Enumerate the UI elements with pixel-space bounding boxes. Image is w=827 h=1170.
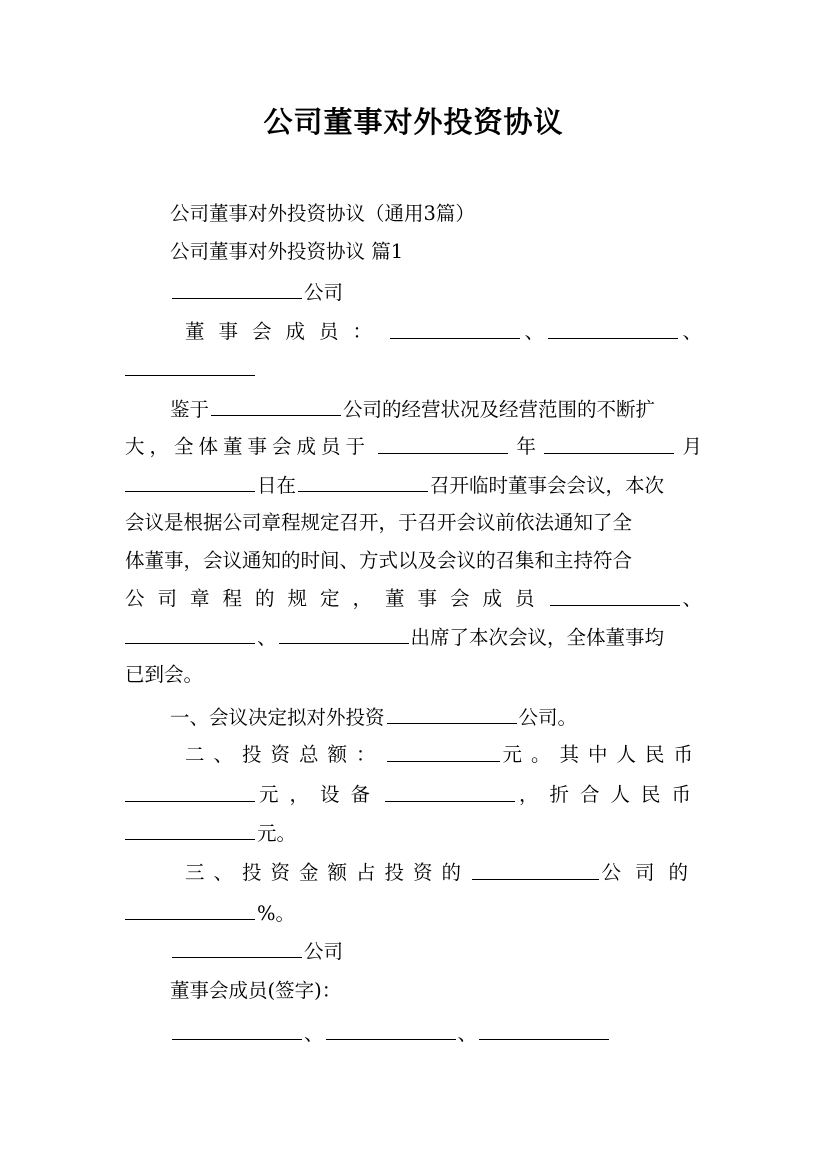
member-blank-3[interactable]: [125, 355, 255, 376]
para-text: 年: [516, 435, 536, 458]
para1-line4: 会议是根据公司章程规定召开，于召开会议前依法通知了全: [125, 511, 633, 534]
separator: 、: [304, 1022, 324, 1045]
item-text: 公司的: [601, 861, 702, 884]
para1-line6: [125, 585, 702, 613]
sign-label: 董事会成员(签字)：: [170, 979, 342, 1002]
attendee-blank-3[interactable]: [279, 623, 409, 644]
item-text: 公司。: [518, 706, 578, 729]
signature-line: [170, 1019, 747, 1048]
member-blank-1[interactable]: [390, 318, 520, 339]
attendee-blank-2[interactable]: [125, 623, 255, 644]
footer-company: [170, 937, 747, 966]
separator: 、: [257, 626, 277, 649]
para1-line8: 已到会。: [125, 663, 204, 686]
converted-amount-blank[interactable]: [125, 819, 255, 840]
signature-blank-1[interactable]: [172, 1019, 302, 1040]
para1-line2: [125, 433, 702, 461]
para-text: 日在: [257, 474, 297, 497]
item-2-line2: [125, 781, 702, 809]
para-text: 出席了本次会议，全体董事均: [410, 626, 665, 649]
percentage-blank[interactable]: [125, 899, 255, 920]
separator: 、: [457, 1022, 478, 1045]
item-1: [170, 703, 747, 732]
separator: 、: [682, 320, 702, 343]
item-3-line1: [185, 859, 702, 887]
para-text: 公司的经营状况及经营范围的不断扩: [343, 398, 656, 421]
item-text: 元。: [257, 822, 297, 845]
place-blank[interactable]: [298, 471, 428, 492]
invest-company-blank[interactable]: [387, 703, 517, 724]
para1-line3: [125, 471, 702, 500]
separator: 、: [524, 320, 544, 343]
item-text: 三、投资金额占投资的: [185, 861, 471, 884]
item-text: 二、投资总额：: [185, 743, 385, 766]
item-text: 一、会议决定拟对外投资: [170, 706, 385, 729]
company-text: 公司: [304, 281, 344, 304]
document-title: 公司董事对外投资协议: [263, 105, 564, 139]
para-text: 召开临时董事会会议，本次: [430, 474, 665, 497]
item-text: ，折合人民币: [518, 783, 702, 806]
para1-line5: 体董事，会议通知的时间、方式以及会议的召集和主持符合: [125, 549, 633, 572]
month-blank[interactable]: [544, 433, 674, 454]
attendee-blank-1[interactable]: [550, 585, 680, 606]
total-amount-blank[interactable]: [387, 741, 501, 762]
item-text: 元。其中人民币: [502, 743, 702, 766]
section-heading: 公司董事对外投资协议 篇1: [170, 240, 404, 263]
para-text: 月: [682, 435, 702, 458]
item-3-line2: [125, 899, 702, 928]
members-line-2: [125, 355, 702, 384]
para1-line7: [125, 623, 702, 652]
para-text: 大，全体董事会成员于: [125, 435, 371, 458]
footer-text: 公司: [304, 940, 344, 963]
para-text: 鉴于: [170, 398, 210, 421]
members-label: 董事会成员：: [185, 320, 387, 343]
members-line: [185, 318, 702, 346]
company-line: [170, 278, 747, 307]
item-text: 元，设备: [258, 783, 381, 806]
item-text: %。: [257, 902, 296, 925]
target-company-blank[interactable]: [472, 859, 599, 880]
footer-company-blank[interactable]: [172, 937, 302, 958]
rmb-amount-blank[interactable]: [125, 781, 255, 802]
company-blank[interactable]: [172, 278, 302, 299]
signature-blank-3[interactable]: [479, 1019, 609, 1040]
equipment-blank[interactable]: [385, 781, 515, 802]
subtitle: 公司董事对外投资协议（通用3篇）: [170, 202, 475, 225]
para1-line1: [170, 395, 702, 424]
signature-blank-2[interactable]: [326, 1019, 456, 1040]
day-blank[interactable]: [125, 471, 255, 492]
item-2-line1: [185, 741, 702, 769]
company-name-blank[interactable]: [211, 395, 341, 416]
member-blank-2[interactable]: [548, 318, 678, 339]
separator: 、: [682, 587, 702, 610]
item-2-line3: [125, 819, 702, 848]
year-blank[interactable]: [378, 433, 508, 454]
para-text: 公司章程的规定，董事会成员: [125, 587, 548, 610]
